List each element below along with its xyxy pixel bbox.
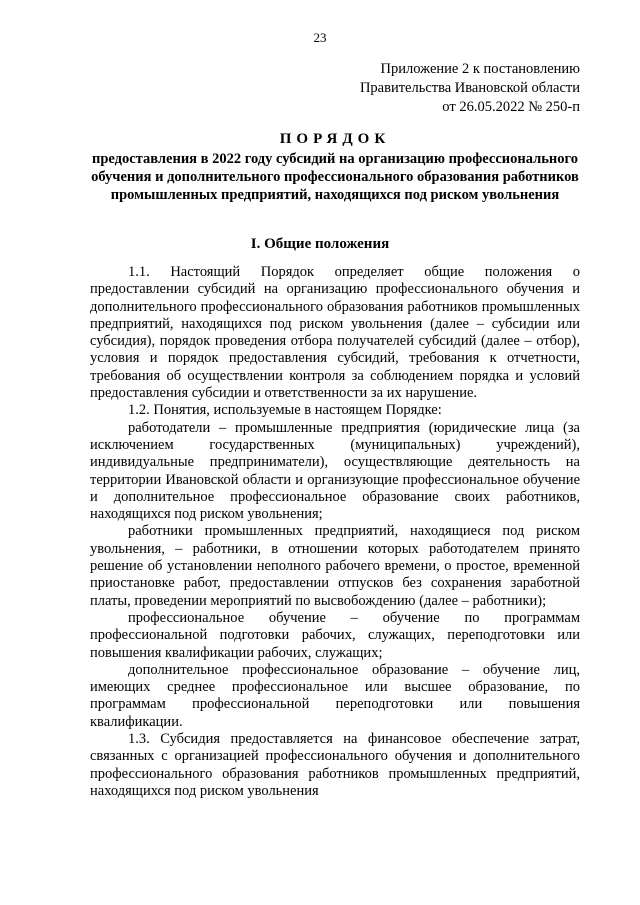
body-text <box>90 264 580 800</box>
document-title <box>90 130 580 204</box>
definition-vocational-training: профессиональное обучение – обучение по программам профессиональной подготовки рабочих, служащих, переподготовки или повышения квалификации рабочих, служащих; <box>90 609 580 661</box>
title-subtitle: предоставления в 2022 году субсидий на организацию профессионального обучения и дополнительного профессионального образования работников промышленных предприятий, находящихся под риском увольнения <box>91 151 579 203</box>
paragraph-1-3: 1.3. Субсидия предоставляется на финансовое обеспечение затрат, связанных с организацией профессионального обучения и дополнительного профессионального образования работников промышленных предприятий, находящихся под риском увольнения <box>90 731 580 799</box>
appendix-block <box>360 60 580 117</box>
appendix-line-3: от 26.05.2022 № 250-п <box>442 99 580 115</box>
definition-additional-education: дополнительное профессиональное образование – обучение лиц, имеющих среднее профессиональное или высшее образование, по программам профессиональной переподготовки или повышения квалификации. <box>90 661 580 730</box>
appendix-line-2: Правительства Ивановской области <box>359 80 580 96</box>
definition-workers: работники промышленных предприятий, находящиеся под риском увольнения, – работники, в отношении которых работодателем принято решение об установлении неполного рабочего времени, о простое, временной приостановке работ, предоставлении отпусков без сохранения заработной платы, проведении мероприятий по высвобождению (далее – работники); <box>90 523 580 609</box>
section-heading: I. Общие положения <box>250 236 390 252</box>
paragraph-1-1: 1.1. Настоящий Порядок определяет общие положения о предоставлении субсидий на организацию профессионального обучения и дополнительного профессионального образования работников промышленных предприятий, находящихся под риском увольнения (далее – субсидии или субсидия), порядок проведения отбора получателей субсидий (далее – отбор), условия и порядок предоставления субсидий, требования к отчетности, требования об осуществлении контроля за соблюдением порядка и условий предоставления субсидии и ответственности за их нарушение. <box>90 264 580 402</box>
appendix-line-1: Приложение 2 к постановлению <box>380 61 580 77</box>
paragraph-1-2: 1.2. Понятия, используемые в настоящем Порядке: <box>128 402 442 419</box>
title-main: ПОРЯДОК <box>279 131 391 147</box>
page-number: 23 <box>313 30 327 45</box>
definition-employers: работодатели – промышленные предприятия (юридические лица (за исключением государственных (муниципальных) учреждений), индивидуальные предприниматели), осуществляющие деятельность на территории Ивановской области и организующие профессиональное обучение и дополнительное профессиональное образование своих работников, находящихся под риском увольнения; <box>90 419 580 523</box>
